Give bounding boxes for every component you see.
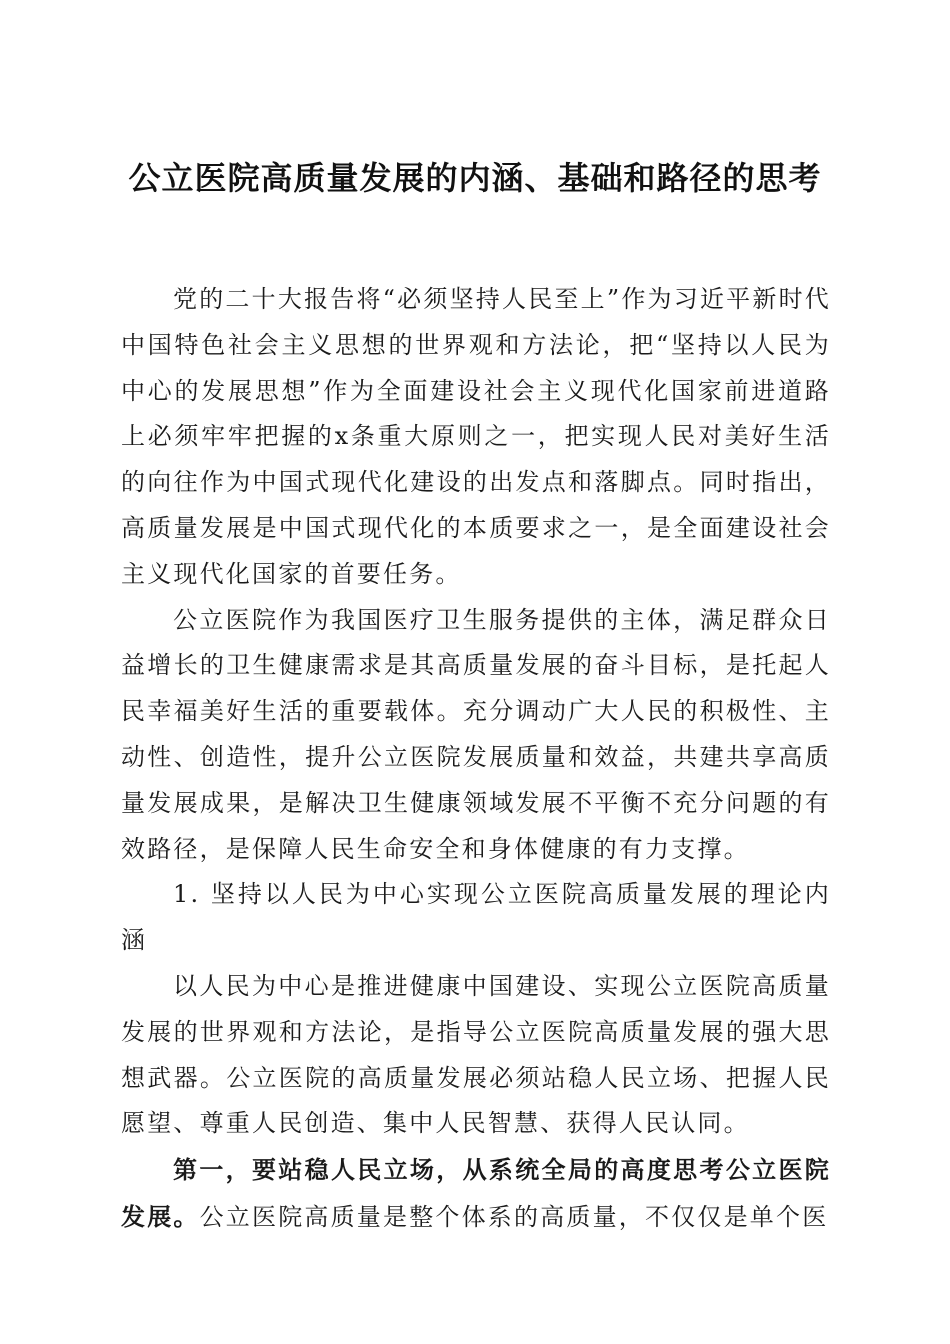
document-title: 公立医院高质量发展的内涵、基础和路径的思考 xyxy=(128,159,822,198)
document-body xyxy=(121,277,831,1241)
paragraph-point-one xyxy=(121,1147,831,1241)
point-one-lead: 第一，要站稳人民立场，从系统全局的高度思考公立医院发展。 xyxy=(121,1155,831,1231)
point-one-text: 公立医院高质量是整个体系的高质量，不仅仅是单个医 xyxy=(199,1202,829,1231)
paragraph-intro: 党的二十大报告将“必须坚持人民至上”作为习近平新时代中国特色社会主义思想的世界观和方法论，把“坚持以人民为中心的发展思想”作为全面建设社会主义现代化国家前进道路上必须牢牢把握的x条重大原则之一，把实现人民对美好生活的向往作为中国式现代化建设的出发点和落脚点。同时指出，高质量发展是中国式现代化的本质要求之一，是全面建设社会主义现代化国家的首要任务。 xyxy=(121,285,831,588)
section-heading: 1. 坚持以人民为中心实现公立医院高质量发展的理论内涵 xyxy=(121,880,831,955)
paragraph-people-centered: 以人民为中心是推进健康中国建设、实现公立医院高质量发展的世界观和方法论，是指导公立医院高质量发展的强大思想武器。公立医院的高质量发展必须站稳人民立场、把握人民愿望、尊重人民创造、集中人民智慧、获得人民认同。 xyxy=(121,971,831,1138)
paragraph-public-hospitals: 公立医院作为我国医疗卫生服务提供的主体，满足群众日益增长的卫生健康需求是其高质量发展的奋斗目标，是托起人民幸福美好生活的重要载体。充分调动广大人民的积极性、主动性、创造性，提升公立医院发展质量和效益，共建共享高质量发展成果，是解决卫生健康领域发展不平衡不充分问题的有效路径，是保障人民生命安全和身体健康的有力支撑。 xyxy=(121,605,831,863)
